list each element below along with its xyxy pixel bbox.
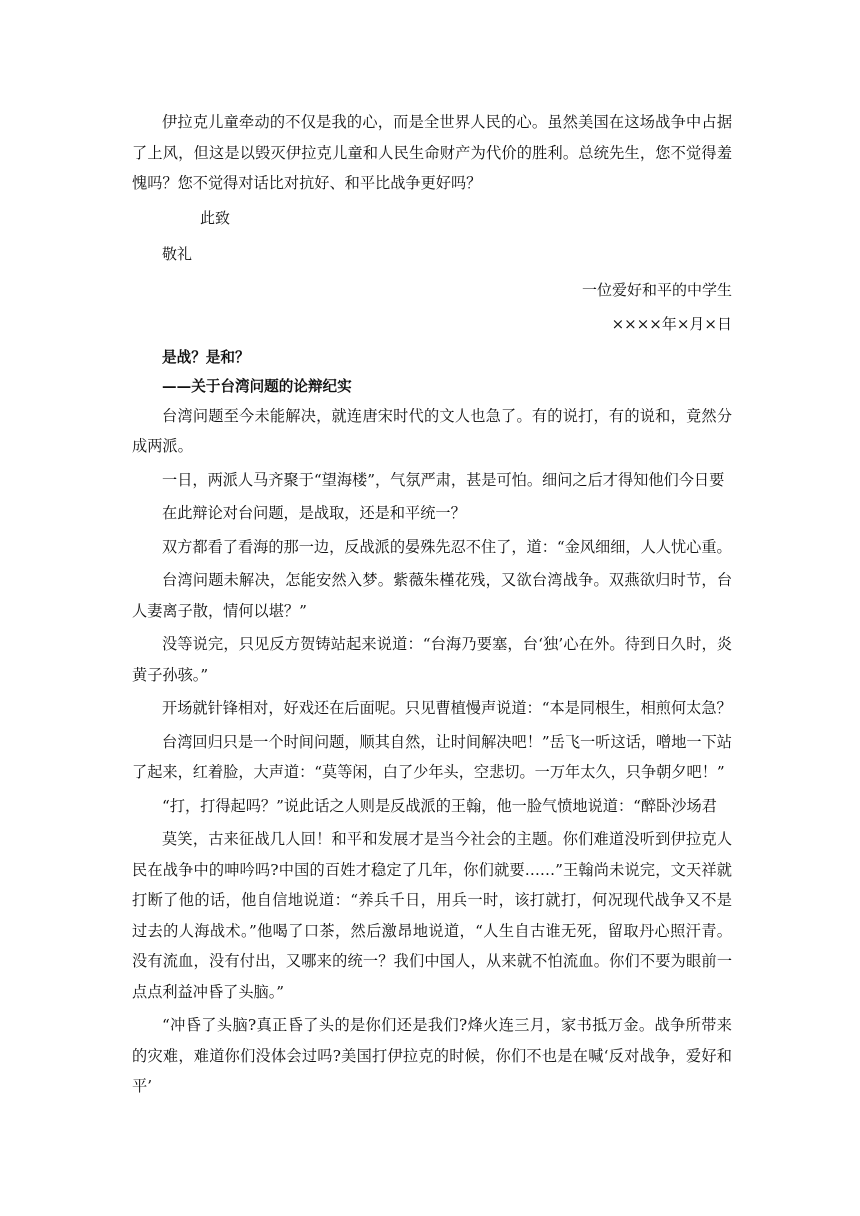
letter-signature: 一位爱好和平的中学生 [581, 280, 732, 299]
article-paragraph: 台湾问题至今未能解决，就连唐宋时代的文人也急了。有的说打，有的说和，竟然分成两派。 [132, 406, 732, 455]
article-paragraph: “打，打得起吗？”说此话之人则是反战派的王翰，他一脸气愤地说道：“醉卧沙场君 [162, 796, 717, 815]
article-paragraph: 开场就针锋相对，好戏还在后面呢。只见曹植慢声说道：“本是同根生，相煎何太急？ [162, 699, 732, 717]
article-paragraph: 在此辩论对台问题，是战取，还是和平统一？ [162, 504, 466, 522]
article-paragraph: 双方都看了看海的那一边，反战派的晏殊先忍不住了，道：“金风细细，人人忧心重。 [162, 537, 732, 556]
article-paragraph: 一日，两派人马齐聚于“望海楼”，气氛严肃，甚是可怕。细问之后才得知他们今日要 [162, 470, 725, 489]
article-paragraph: 台湾问题未解决，怎能安然入梦。紫薇朱槿花残，又欲台湾战争。双燕欲归时节，台人妻离子散，情何以堪？” [132, 571, 732, 620]
letter-closing-cizhi: 此致 [200, 208, 231, 227]
document-page [132, 107, 732, 1105]
letter-paragraph: 伊拉克儿童牵动的不仅是我的心，而是全世界人民的心。虽然美国在这场战争中占据了上风，但这是以毁灭伊拉克儿童和人民生命财产为代价的胜利。总统先生，您不觉得羞愧吗？您不觉得对话比对抗好、和平比战争更好吗？ [132, 113, 732, 192]
letter-closing-jingli: 敬礼 [162, 244, 193, 263]
article-paragraph: 没等说完，只见反方贺铸站起来说道：“台海乃要塞，台‘独’心在外。待到日久时，炎黄子孙骇。” [132, 635, 732, 684]
article-paragraph: “冲昏了头脑?真正昏了头的是你们还是我们?烽火连三月，家书抵万金。战争所带来的灾难，难道你们没体会过吗?美国打伊拉克的时候，你们不也是在喊‘反对战争，爱好和平’ [132, 1016, 732, 1095]
article-paragraph: 台湾回归只是一个时间问题，顺其自然，让时间解决吧！”岳飞一听这话，噌地一下站了起来，红着脸，大声道：“莫等闲，白了少年头，空悲切。一万年太久，只争朝夕吧！” [132, 732, 732, 781]
letter-date: ××××年×月×日 [611, 314, 732, 333]
article-subtitle: ——关于台湾问题的论辩纪实 [162, 377, 367, 395]
article-title: 是战？是和？ [162, 348, 250, 366]
article-paragraph: 莫笑，古来征战几人回！和平和发展才是当今社会的主题。你们难道没听到伊拉克人民在战争中的呻吟吗?中国的百姓才稳定了几年，你们就要……”王翰尚未说完，文天祥就打断了他的话，他自信地说道：“养兵千日，用兵一时，该打就打，何况现代战争又不是过去的人海战术。”他喝了口茶，然后激昂地说道，“人生自古谁无死，留取丹心照汗青。没有流血，没有付出，又哪来的统一？我们中国人，从来就不怕流血。你们不要为眼前一点点利益冲昏了头脑。” [132, 830, 732, 1001]
